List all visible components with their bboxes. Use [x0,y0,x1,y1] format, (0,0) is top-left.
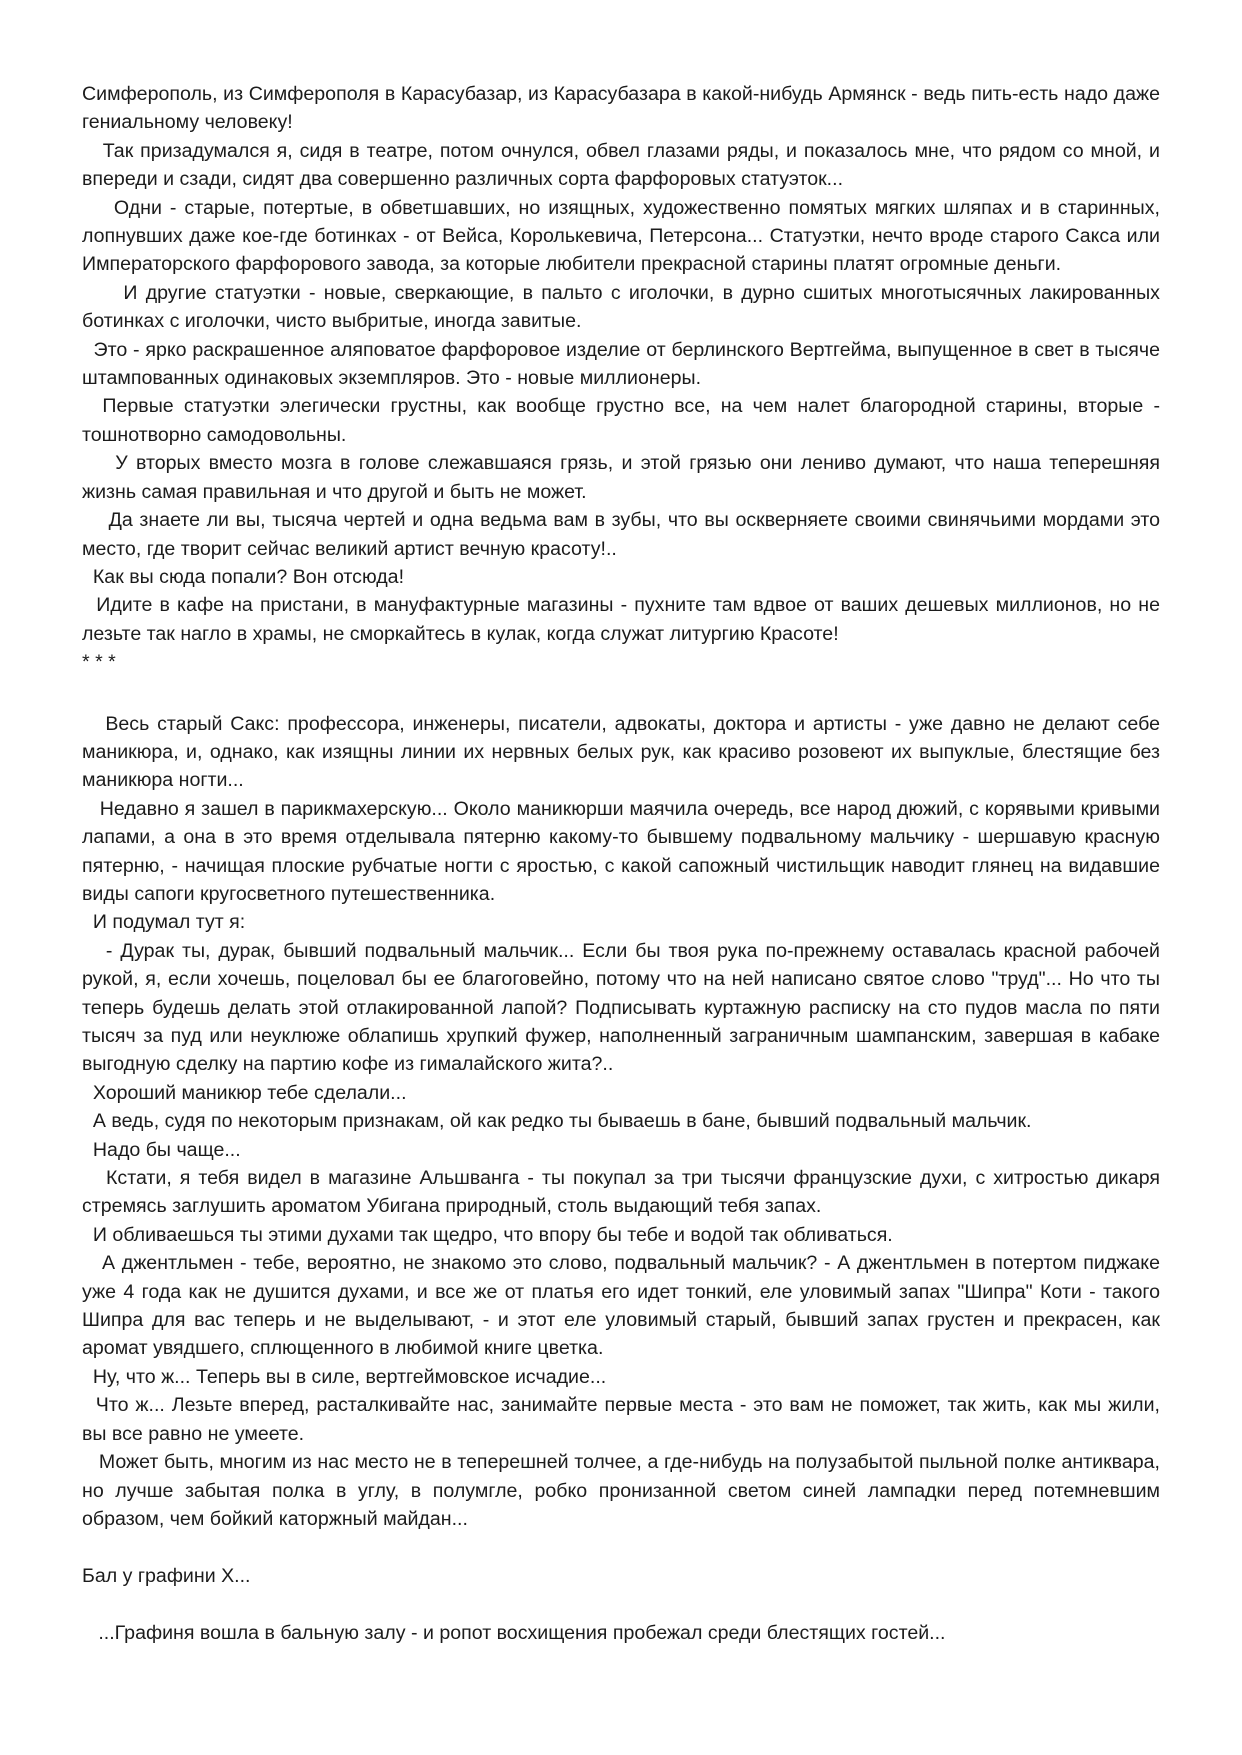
document-body [82,80,1166,1647]
paragraph: Одни - старые, потертые, в обветшавших, но изящных, художественно помятых мягких шляпах и в старинных, лопнувших даже кое-где ботинках - от Вейса, Королькевича, Петерсона... Статуэтки, нечто вроде старого Сакса или Императорского фарфорового завода, за которые любители прекрасной старины платят огромные деньги. [82,196,1166,276]
paragraph: Как вы сюда попали? Вон отсюда! [82,565,405,588]
paragraph: Может быть, многим из нас место не в теперешней толчее, а где-нибудь на полузабытой пыльной полке антиквара, но лучше забытая полка в углу, в полумгле, робко пронизанной светом синей лампадки перед потемневшим образом, чем бойкий каторжный майдан... [82,1451,1166,1530]
paragraph: Да знаете ли вы, тысяча чертей и одна ведьма вам в зубы, что вы оскверняете своими свинячьими мордами это место, где творит сейчас великий артист вечную красоту!.. [82,509,1166,560]
paragraph: И подумал тут я: [82,911,246,934]
paragraph: Так призадумался я, сидя в театре, потом очнулся, обвел глазами ряды, и показалось мне, что рядом со мной, и впереди и сзади, сидят два совершенно различных сорта фарфоровых статуэток... [82,139,1166,191]
paragraph: ...Графиня вошла в бальную залу - и ропот восхищения пробежал среди блестящих гостей... [82,1621,946,1644]
paragraph: Это - ярко раскрашенное аляповатое фарфоровое изделие от берлинского Вертгейма, выпущенное в свет в тысяче штампованных одинаковых экземпляров. Это - новые миллионеры. [82,338,1166,390]
section-separator: * * * [82,651,116,674]
paragraph: Весь старый Сакс: профессора, инженеры, писатели, адвокаты, доктора и артисты - уже давно не делают себе маникюра, и, однако, как изящны линии их нервных белых рук, как красиво розовеют их выпуклые, блестящие без маникюра ногти... [82,712,1166,792]
paragraph: Симферополь, из Симферополя в Карасубазар, из Карасубазара в какой-нибудь Армянск - ведь пить-есть надо даже гениальному человеку! [82,83,1166,134]
paragraph: Кстати, я тебя видел в магазине Альшванга - ты покупал за три тысячи французские духи, с хитростью дикаря стремясь заглушить ароматом Убигана природный, столь выдающий тебя запах. [82,1167,1166,1218]
blank-line [82,1533,1160,1561]
section-heading: Бал у графини Х... [82,1564,251,1587]
blank-line [82,677,1160,710]
paragraph: И обливаешься ты этими духами так щедро, что впору бы тебе и водой так обливаться. [82,1223,893,1246]
paragraph: Недавно я зашел в парикмахерскую... Около маникюрши маячила очередь, все народ дюжий, с корявыми кривыми лапами, а она в это время отделывала пятерню какому-то бывшему подвальному мальчику - шершавую красную пятерню, - начищая плоские рубчатые ногти с яростью, с какой сапожный чистильщик наводит глянец на видавшие виды сапоги кругосветного путешественника. [82,797,1166,905]
paragraph: Надо бы чаще... [82,1138,241,1161]
paragraph: Что ж... Лезьте вперед, расталкивайте нас, занимайте первые места - это вам не поможет, так жить, как мы жили, вы все равно не умеете. [82,1394,1166,1445]
paragraph: И другие статуэтки - новые, сверкающие, в пальто с иголочки, в дурно сшитых многотысячных лакированных ботинках с иголочки, чисто выбритые, иногда завитые. [82,281,1166,333]
paragraph: Идите в кафе на пристани, в мануфактурные магазины - пухните там вдвое от ваших дешевых миллионов, но не лезьте так нагло в храмы, не сморкайтесь в кулак, когда служат литургию Красоте! [82,594,1166,645]
blank-line [82,1590,1160,1618]
paragraph: А джентльмен - тебе, вероятно, не знакомо это слово, подвальный мальчик? - А джентльмен в потертом пиджаке уже 4 года как не душится духами, и все же от платья его идет тонкий, еле уловимый запах "Шипра" Коти - такого Шипра для вас теперь и не выделывают, - и этот еле уловимый старый, бывший запах грустен и прекрасен, как аромат увядшего, сплющенного в любимой книге цветка. [82,1252,1166,1360]
paragraph: Ну, что ж... Теперь вы в силе, вертгеймовское исчадие... [82,1365,607,1388]
paragraph: - Дурак ты, дурак, бывший подвальный мальчик... Если бы твоя рука по-прежнему оставалась красной рабочей рукой, я, если хочешь, поцеловал бы ее благоговейно, потому что на ней написано святое слово "труд"... Но что ты теперь будешь делать этой отлакированной лапой? Подписывать куртажную расписку на сто пудов масла по пяти тысяч за пуд или неуклюже облапишь хрупкий фужер, наполненный заграничным шампанским, завершая в кабаке выгодную сделку на партию кофе из гималайского жита?.. [82,939,1166,1076]
paragraph: Первые статуэтки элегически грустны, как вообще грустно все, на чем налет благородной старины, вторые - тошнотворно самодовольны. [82,395,1166,446]
paragraph: А ведь, судя по некоторым признакам, ой как редко ты бываешь в бане, бывший подвальный мальчик. [82,1110,1032,1133]
paragraph: У вторых вместо мозга в голове слежавшаяся грязь, и этой грязью они лениво думают, что наша теперешняя жизнь самая правильная и что другой и быть не может. [82,452,1166,503]
paragraph: Хороший маникюр тебе сделали... [82,1081,407,1104]
